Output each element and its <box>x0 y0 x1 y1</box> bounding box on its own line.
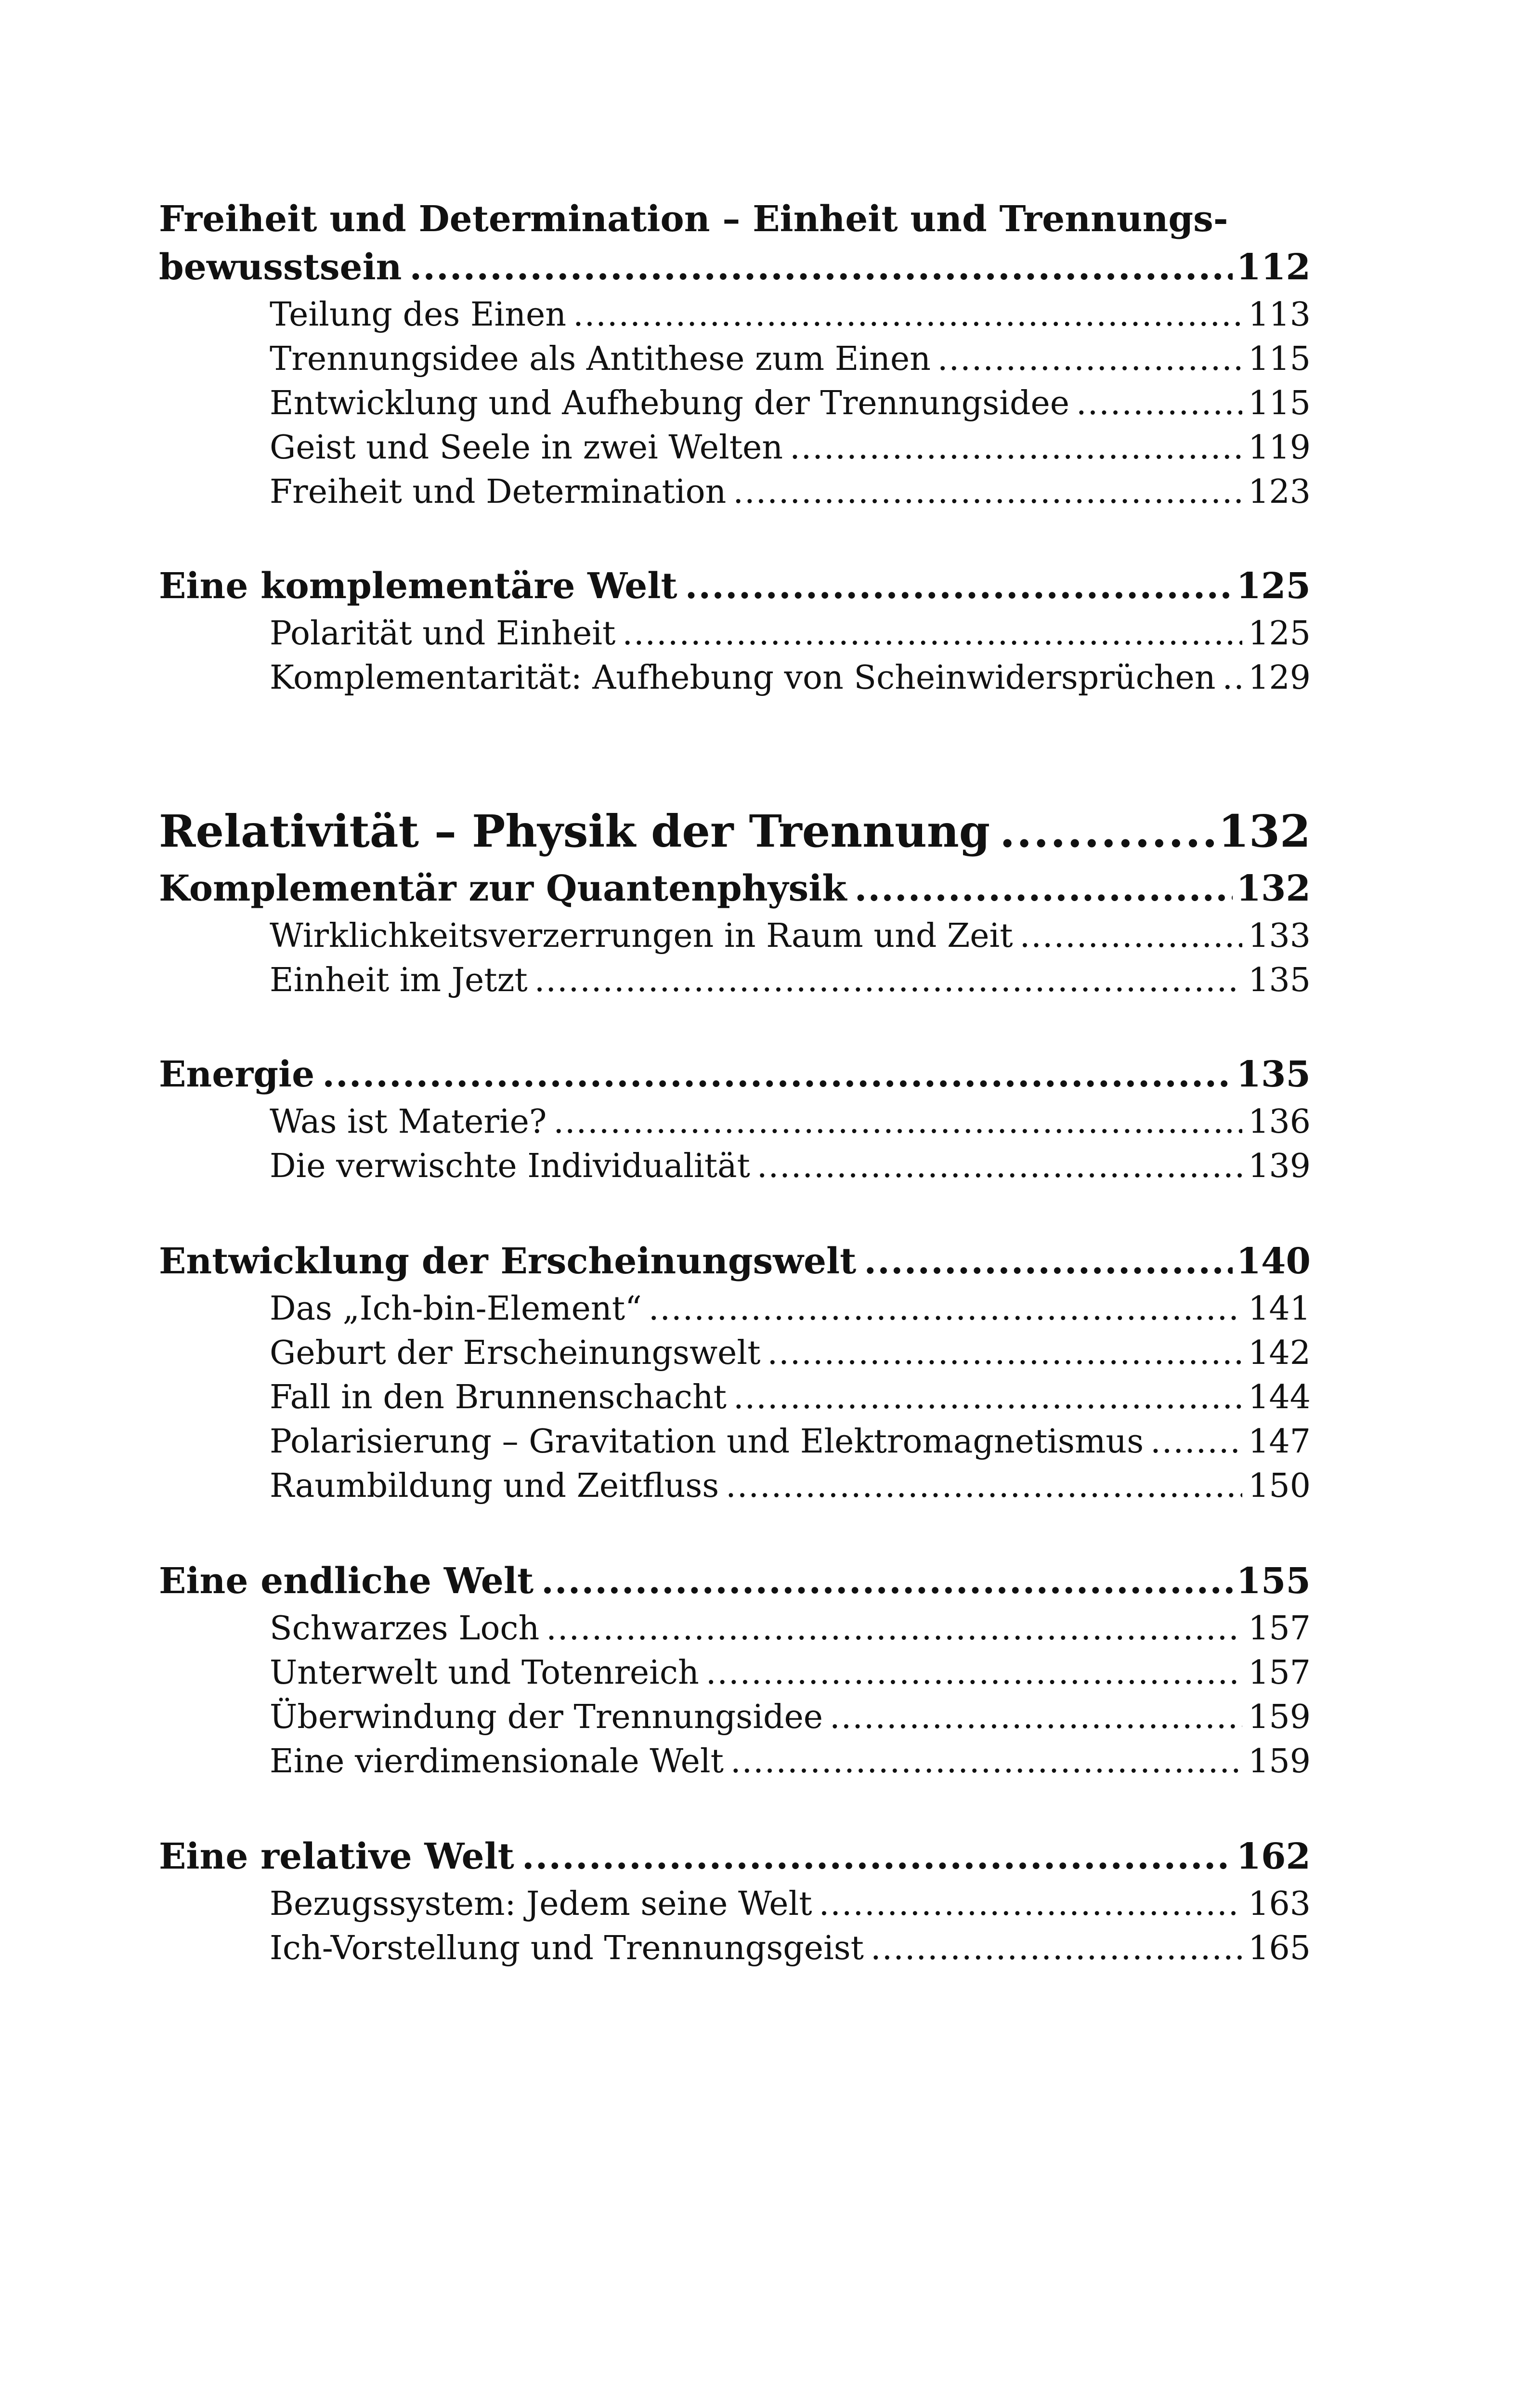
dot-leader <box>730 1745 1242 1778</box>
dot-leader <box>726 1470 1242 1503</box>
page-number: 162 <box>1236 1836 1311 1877</box>
dot-leader <box>767 1337 1242 1370</box>
chapter-title: Relativität – Physik der Trennung <box>159 805 990 857</box>
toc-subsection-entry[interactable] <box>270 1654 1311 1692</box>
toc-subsection-entry[interactable] <box>270 1467 1311 1505</box>
toc-subsection-entry[interactable] <box>270 1290 1311 1328</box>
subsection-title: Überwindung der Trennungsidee <box>270 1698 823 1736</box>
dot-leader <box>649 1293 1242 1325</box>
section-title: Komplementär zur Quantenphysik <box>159 868 847 909</box>
toc-subsection-entry[interactable] <box>270 429 1311 467</box>
subsection-title: Eine vierdimensionale Welt <box>270 1742 724 1780</box>
section-title-line2: bewusstsein <box>159 247 402 288</box>
toc-subsection-entry[interactable] <box>270 1147 1311 1185</box>
dot-leader <box>819 1888 1243 1921</box>
page-number: 115 <box>1248 340 1311 378</box>
subsection-title: Schwarzes Loch <box>270 1610 540 1648</box>
toc-section-entry[interactable] <box>159 1241 1311 1282</box>
toc-subsection-entry[interactable] <box>270 1103 1311 1141</box>
page-number: 136 <box>1248 1103 1311 1141</box>
toc-chapter-entry[interactable] <box>159 805 1311 857</box>
dot-leader <box>573 299 1242 331</box>
page-number: 135 <box>1248 961 1311 999</box>
subsection-title: Die verwischte Individualität <box>270 1147 750 1185</box>
subsection-title: Polarisierung – Gravitation und Elektromagnetismus <box>270 1423 1144 1461</box>
page-number: 142 <box>1248 1334 1311 1372</box>
dot-leader <box>541 1563 1232 1599</box>
dot-leader <box>1000 809 1214 853</box>
page-number: 147 <box>1248 1423 1311 1461</box>
page-number: 133 <box>1248 917 1311 955</box>
dot-leader <box>757 1150 1242 1183</box>
page-number: 157 <box>1248 1654 1311 1692</box>
toc-subsection-entry[interactable] <box>270 384 1311 422</box>
section-title: Entwicklung der Erscheinungswelt <box>159 1241 857 1282</box>
dot-leader <box>733 476 1242 509</box>
toc-subsection-entry[interactable] <box>270 473 1311 511</box>
page-number: 144 <box>1248 1378 1311 1416</box>
toc-subsection-entry[interactable] <box>270 1423 1311 1461</box>
page-number: 132 <box>1236 868 1311 909</box>
dot-leader <box>322 1057 1232 1092</box>
section-title: Eine endliche Welt <box>159 1560 534 1602</box>
page-number: 157 <box>1248 1610 1311 1648</box>
page-number: 125 <box>1248 615 1311 653</box>
subsection-title: Unterwelt und Totenreich <box>270 1654 699 1692</box>
page-number: 163 <box>1248 1885 1311 1923</box>
toc-subsection-entry[interactable] <box>270 961 1311 999</box>
toc-subsection-entry[interactable] <box>270 917 1311 955</box>
dot-leader <box>871 1932 1242 1965</box>
dot-leader <box>855 871 1233 906</box>
dot-leader <box>553 1106 1242 1139</box>
page-number: 139 <box>1248 1147 1311 1185</box>
subsection-title: Freiheit und Determination <box>270 473 727 511</box>
subsection-title: Raumbildung und Zeitfluss <box>270 1467 719 1505</box>
subsection-title: Polarität und Einheit <box>270 615 616 653</box>
dot-leader <box>534 964 1242 997</box>
dot-leader <box>1150 1426 1242 1458</box>
page-number: 140 <box>1236 1241 1311 1282</box>
page-number: 132 <box>1218 805 1311 857</box>
toc-section-entry[interactable] <box>159 1560 1311 1602</box>
dot-leader <box>864 1243 1232 1279</box>
section-title-line1: Freiheit und Determination – Einheit und Trennungs- <box>159 198 1228 240</box>
subsection-title: Geburt der Erscheinungswelt <box>270 1334 761 1372</box>
dot-leader <box>790 432 1242 464</box>
page-number: 159 <box>1248 1698 1311 1736</box>
page-number: 119 <box>1248 429 1311 467</box>
subsection-title: Bezugssystem: Jedem seine Welt <box>270 1885 812 1923</box>
toc-subsection-entry[interactable] <box>270 615 1311 653</box>
toc-subsection-entry[interactable] <box>270 1334 1311 1372</box>
toc-subsection-entry[interactable] <box>270 1885 1311 1923</box>
page-number: 125 <box>1236 565 1311 607</box>
toc-subsection-entry[interactable] <box>270 659 1311 697</box>
subsection-title: Ich-Vorstellung und Trennungsgeist <box>270 1929 864 1967</box>
page-number: 159 <box>1248 1742 1311 1780</box>
toc-subsection-entry[interactable] <box>270 1698 1311 1736</box>
toc-subsection-entry[interactable] <box>270 1742 1311 1780</box>
toc-section-entry[interactable] <box>159 247 1311 288</box>
page-number: 135 <box>1236 1054 1311 1095</box>
dot-leader <box>410 249 1233 285</box>
subsection-title: Trennungsidee als Antithese zum Einen <box>270 340 931 378</box>
subsection-title: Entwicklung und Aufhebung der Trennungsidee <box>270 384 1069 422</box>
page-number: 150 <box>1248 1467 1311 1505</box>
toc-section-entry[interactable] <box>159 868 1311 909</box>
subsection-title: Was ist Materie? <box>270 1103 547 1141</box>
subsection-title: Komplementarität: Aufhebung von Scheinwidersprüchen <box>270 659 1216 697</box>
dot-leader <box>733 1381 1242 1414</box>
toc-subsection-entry[interactable] <box>270 296 1311 334</box>
page-number: 155 <box>1236 1560 1311 1602</box>
toc-subsection-entry[interactable] <box>270 1378 1311 1416</box>
subsection-title: Das „Ich-bin-Element“ <box>270 1290 642 1328</box>
toc-section-entry[interactable] <box>159 565 1311 607</box>
page-number: 112 <box>1236 247 1311 288</box>
dot-leader <box>1076 387 1242 420</box>
dot-leader <box>830 1701 1242 1734</box>
subsection-title: Einheit im Jetzt <box>270 961 528 999</box>
dot-leader <box>706 1657 1242 1689</box>
subsection-title: Geist und Seele in zwei Welten <box>270 429 783 467</box>
dot-leader <box>1223 662 1243 694</box>
page-number: 115 <box>1248 384 1311 422</box>
subsection-title: Fall in den Brunnenschacht <box>270 1378 727 1416</box>
section-title: Eine relative Welt <box>159 1836 514 1877</box>
dot-leader <box>685 568 1233 604</box>
dot-leader <box>937 343 1242 376</box>
toc-subsection-entry[interactable] <box>270 1929 1311 1967</box>
dot-leader <box>622 617 1242 650</box>
subsection-title: Teilung des Einen <box>270 296 567 334</box>
page-number: 165 <box>1248 1929 1311 1967</box>
dot-leader <box>522 1839 1233 1874</box>
page-number: 113 <box>1248 296 1311 334</box>
toc-section-entry[interactable] <box>159 1836 1311 1877</box>
toc-section-entry[interactable] <box>159 1054 1311 1095</box>
page-number: 123 <box>1248 473 1311 511</box>
page-number: 141 <box>1248 1290 1311 1328</box>
toc-subsection-entry[interactable] <box>270 1610 1311 1648</box>
section-title: Eine komplementäre Welt <box>159 565 677 607</box>
dot-leader <box>546 1612 1242 1645</box>
dot-leader <box>1020 920 1243 953</box>
page-number: 129 <box>1248 659 1311 697</box>
subsection-title: Wirklichkeitsverzerrungen in Raum und Zeit <box>270 917 1013 955</box>
toc-subsection-entry[interactable] <box>270 340 1311 378</box>
section-title: Energie <box>159 1054 315 1095</box>
